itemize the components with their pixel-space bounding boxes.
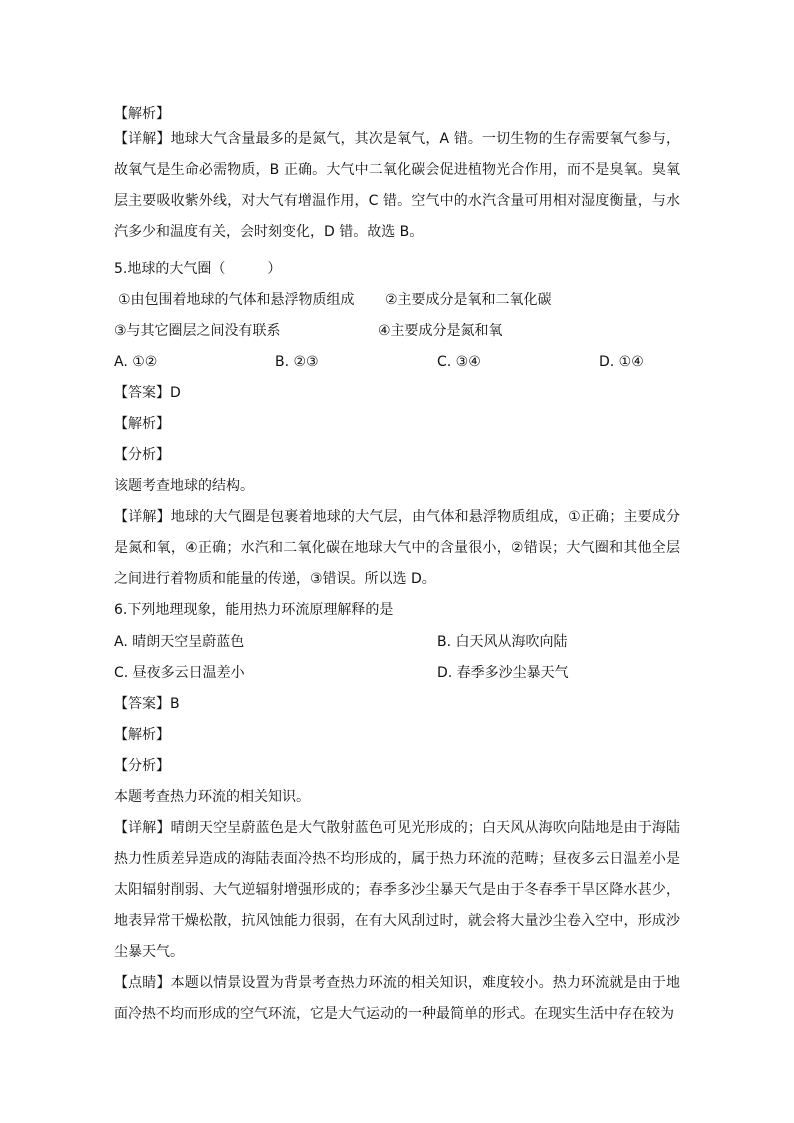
intro-detail-paragraph: 【详解】地球大气含量最多的是氮气，其次是氧气，A 错。一切生物的生存需要氧气参与，故氧气是生命必需物质，B 正确。大气中二氧化碳会促进植物光合作用，而不是臭氧。臭氧层主要吸收紫外线，对大气有增温作用，C 错。空气中的水汽含量可用相对湿度衡量，与水汽多少和温度有关，会时刻变化，D 错。故选 B。 xyxy=(114,131,680,240)
q5-option-c: C. ③④ xyxy=(437,354,481,370)
q5-statement-2: ②主要成分是氧和二氧化碳 xyxy=(385,292,552,308)
q6-analysis-heading: 【解析】 xyxy=(114,727,170,743)
q6-answer: 【答案】B xyxy=(114,696,180,712)
q5-statement-1: ①由包围着地球的气体和悬浮物质组成 xyxy=(118,292,355,308)
q5-option-b: B. ②③ xyxy=(275,354,319,370)
q6-fenxi-heading: 【分析】 xyxy=(114,758,170,774)
q6-option-b: B. 白天风从海吹向陆 xyxy=(437,634,568,650)
q5-option-d: D. ①④ xyxy=(599,354,644,370)
q6-detail-paragraph: 【详解】晴朗天空呈蔚蓝色是大气散射蓝色可见光形成的；白天风从海吹向陆地是由于海陆热力性质差异造成的海陆表面冷热不均形成的，属于热力环流的范畴；昼夜多云日温差小是太阳辐射削弱、大气逆辐射增强形成的；春季多沙尘暴天气是由于冬春季干旱区降水甚少，地表异常干燥松散，抗风蚀能力很弱，在有大风刮过时，就会将大量沙尘卷入空中，形成沙尘暴天气。 xyxy=(114,820,680,960)
q5-analysis-heading: 【解析】 xyxy=(114,416,170,432)
q6-option-c: C. 昼夜多云日温差小 xyxy=(114,665,245,681)
q5-statement-3: ③与其它圈层之间没有联系 xyxy=(114,323,281,339)
q5-answer: 【答案】D xyxy=(114,385,181,401)
q5-option-a: A. ①② xyxy=(114,354,158,370)
q6-dianjing-paragraph: 【点睛】本题以情景设置为背景考查热力环流的相关知识，难度较小。热力环流就是由于地面冷热不均而形成的空气环流，它是大气运动的一种最简单的形式。在现实生活中存在较为 xyxy=(114,975,680,1022)
q5-detail-paragraph: 【详解】地球的大气圈是包裹着地球的大气层，由气体和悬浮物质组成，①正确；主要成分是氮和氧，④正确；水汽和二氧化碳在地球大气中的含量很小，②错误；大气圈和其他全层之间进行着物质和能量的传递，③错误。所以选 D。 xyxy=(114,509,680,587)
q5-statement-4: ④主要成分是氮和氧 xyxy=(378,323,503,339)
q6-stem: 6.下列地理现象，能用热力环流原理解释的是 xyxy=(114,602,394,618)
intro-analysis-heading: 【解析】 xyxy=(114,106,170,122)
q5-stem: 5.地球的大气圈（ ） xyxy=(114,261,282,277)
q6-option-a: A. 晴朗天空呈蔚蓝色 xyxy=(114,634,245,650)
q5-fenxi-heading: 【分析】 xyxy=(114,447,170,463)
q6-option-d: D. 春季多沙尘暴天气 xyxy=(437,665,569,681)
q5-summary: 该题考查地球的结构。 xyxy=(114,478,254,494)
q6-summary: 本题考查热力环流的相关知识。 xyxy=(114,789,310,805)
